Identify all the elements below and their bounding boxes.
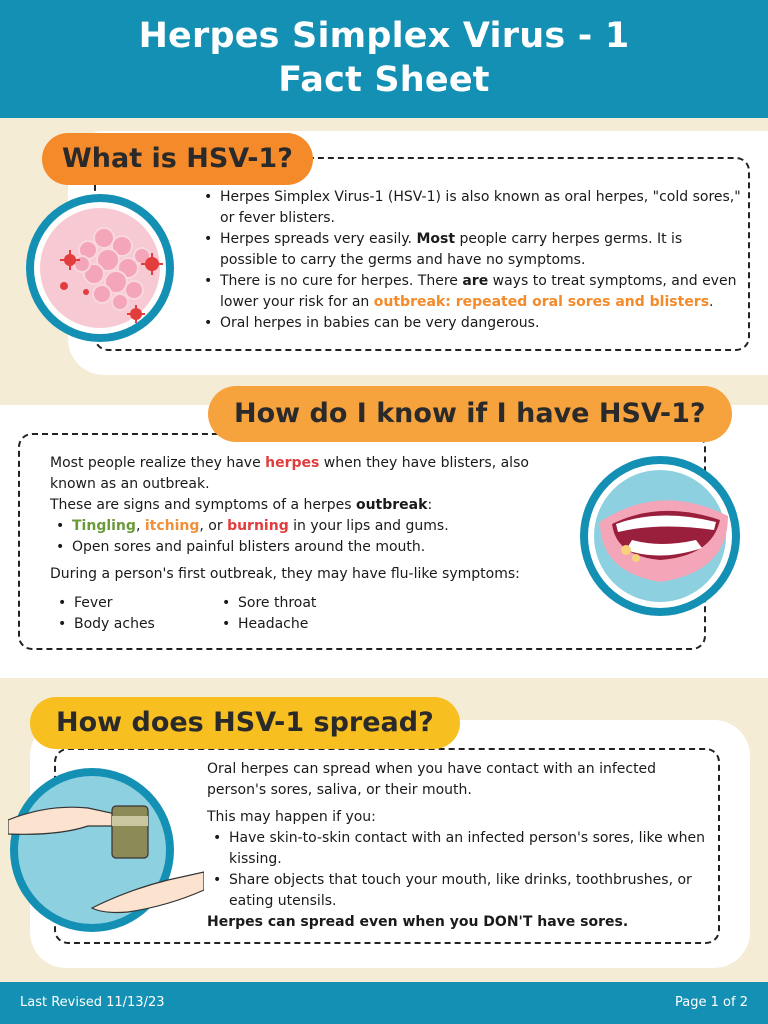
section-spread-heading: How does HSV-1 spread? [30,697,460,749]
symptoms-left [52,593,155,635]
page-title [0,0,768,102]
flu-lead: During a person's first outbreak, they may have flu-like symptoms: [50,566,520,582]
virus-cells-illustration [24,190,180,350]
page-footer [0,982,768,1024]
list-item: • Open sores and painful blisters around the mouth. [50,537,560,558]
list-item: • Share objects that touch your mouth, like drinks, toothbrushes, or eating utensils. [207,870,712,912]
signs-lead: These are signs and symptoms of a herpes outbreak: [50,497,433,513]
mouth-sores-illustration [578,452,744,620]
title-line-2: Fact Sheet [278,60,490,100]
spread-warning: Herpes can spread even when you DON'T have sores. [207,914,629,930]
list-item: • Have skin-to-skin contact with an infected person's sores, like when kissing. [207,828,712,870]
page-number: Page 1 of 2 [675,995,748,1010]
list-item: • Body aches [52,614,155,635]
title-line-1: Herpes Simplex Virus - 1 [138,16,630,56]
list-item: • Headache [216,614,316,635]
list-item: • Herpes spreads very easily. Most people carry herpes germs. It is possible to carry the germs and have no symptoms. [198,229,743,271]
list-item: • Oral herpes in babies can be very dangerous. [198,313,743,334]
last-revised: Last Revised 11/13/23 [20,995,165,1010]
list-item: • Tingling, itching, or burning in your lips and gums. [50,516,560,537]
list-item: • Sore throat [216,593,316,614]
page-header [0,0,768,118]
spread-intro: Oral herpes can spread when you have contact with an infected person's sores, saliva, or their mouth. [207,761,657,798]
list-item: • There is no cure for herpes. There are ways to treat symptoms, and even lower your risk for an outbreak: repeated oral sores and blisters. [198,271,743,313]
section-spread-text [207,759,712,933]
symptoms-right [216,593,316,635]
intro-text: Most people realize they have herpes when they have blisters, also known as an outbreak. [50,455,529,492]
section-what-heading: What is HSV-1? [42,133,313,185]
spread-lead: This may happen if you: [207,809,376,825]
section-know-text [50,453,560,585]
section-what-text [198,187,743,334]
list-item: • Herpes Simplex Virus-1 (HSV-1) is also known as oral herpes, "cold sores," or fever blisters. [198,187,743,229]
list-item: • Fever [52,593,155,614]
section-know-heading: How do I know if I have HSV-1? [208,386,732,442]
sharing-cup-illustration [8,760,204,940]
